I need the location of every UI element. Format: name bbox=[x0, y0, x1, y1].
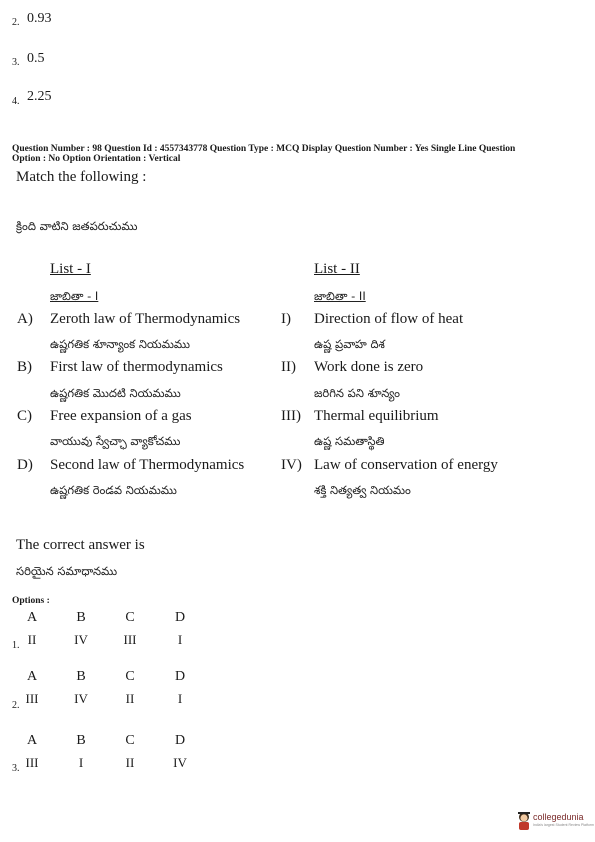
option-header-b: B bbox=[76, 610, 86, 625]
list2-item-telugu: ఉష్ణ సమతాస్థితి bbox=[314, 434, 385, 448]
prev-option-3-number: 3. bbox=[12, 57, 20, 68]
answer-prompt: The correct answer is bbox=[16, 537, 145, 553]
answer-prompt-telugu: సరియైన సమాధానము bbox=[16, 564, 118, 578]
option-value-c: III bbox=[123, 632, 137, 647]
list2-item-text: Work done is zero bbox=[314, 359, 424, 375]
option-value-c: II bbox=[125, 755, 135, 770]
prev-option-2-number: 2. bbox=[12, 17, 20, 28]
question-meta-line2: Option : No Option Orientation : Vertical bbox=[12, 154, 181, 164]
option-value-a: III bbox=[25, 691, 39, 706]
collegedunia-logo bbox=[516, 810, 532, 837]
list1-item-text: First law of thermodynamics bbox=[50, 359, 223, 375]
prev-option-3-value: 0.5 bbox=[27, 51, 45, 66]
list1-header: List - I bbox=[50, 261, 91, 277]
option-header-c: C bbox=[125, 669, 135, 684]
list1-item-label: C) bbox=[17, 408, 32, 424]
option-header-d: D bbox=[174, 733, 186, 748]
option-number: 1. bbox=[12, 640, 20, 651]
option-value-d: IV bbox=[173, 755, 187, 770]
option-number: 2. bbox=[12, 700, 20, 711]
option-value-c: II bbox=[125, 691, 135, 706]
option-value-d: I bbox=[177, 632, 183, 647]
option-header-c: C bbox=[125, 610, 135, 625]
list2-header: List - II bbox=[314, 261, 360, 277]
option-header-a: A bbox=[26, 669, 38, 684]
watermark-text: collegedunia bbox=[533, 812, 584, 822]
list2-item-telugu: శక్తి నిత్యత్వ నియమం bbox=[314, 483, 411, 497]
list2-item-text: Direction of flow of heat bbox=[314, 311, 464, 327]
list1-item-telugu: వాయువు స్వేచ్ఛా వ్యాకోచము bbox=[50, 434, 181, 448]
prev-option-2-value: 0.93 bbox=[27, 11, 52, 26]
option-header-a: A bbox=[26, 610, 38, 625]
list1-item-text: Free expansion of a gas bbox=[50, 408, 192, 424]
option-header-d: D bbox=[174, 610, 186, 625]
list2-item-label: IV) bbox=[281, 457, 302, 473]
list2-item-text: Thermal equilibrium bbox=[314, 408, 439, 424]
option-number: 3. bbox=[12, 763, 20, 774]
list2-item-label: II) bbox=[281, 359, 296, 375]
list1-item-telugu: ఉష్ణగతిక రెండవ నియమము bbox=[50, 483, 177, 497]
list2-item-telugu: జరిగిన పని శూన్యం bbox=[314, 386, 401, 400]
option-header-b: B bbox=[76, 733, 86, 748]
list1-item-label: D) bbox=[17, 457, 33, 473]
option-header-c: C bbox=[125, 733, 135, 748]
question-instruction: Match the following : bbox=[16, 169, 147, 185]
question-instruction-telugu: క్రింది వాటిని జతపరుచుము bbox=[16, 219, 138, 233]
question-meta-line1: Question Number : 98 Question Id : 4557343778 Question Type : MCQ Display Question Number : Yes Single Line Question bbox=[12, 144, 516, 154]
mascot-icon bbox=[516, 810, 532, 832]
list2-item-text: Law of conservation of energy bbox=[314, 457, 498, 473]
option-value-b: IV bbox=[74, 632, 88, 647]
list1-item-label: B) bbox=[17, 359, 32, 375]
list1-item-telugu: ఉష్ణగతిక శూన్యాంక నియమము bbox=[50, 337, 191, 351]
option-value-a: III bbox=[25, 755, 39, 770]
option-header-b: B bbox=[76, 669, 86, 684]
list2-item-label: III) bbox=[281, 408, 301, 424]
list2-item-telugu: ఉష్ణ ప్రవాహ దిశ bbox=[314, 337, 385, 351]
option-header-a: A bbox=[26, 733, 38, 748]
option-value-b: IV bbox=[74, 691, 88, 706]
option-header-d: D bbox=[174, 669, 186, 684]
option-value-a: II bbox=[27, 632, 37, 647]
options-label: Options : bbox=[12, 596, 50, 606]
option-value-b: I bbox=[78, 755, 84, 770]
list1-item-telugu: ఉష్ణగతిక మొదటి నియమము bbox=[50, 386, 181, 400]
list1-item-text: Second law of Thermodynamics bbox=[50, 457, 245, 473]
list1-item-text: Zeroth law of Thermodynamics bbox=[50, 311, 241, 327]
prev-option-4-number: 4. bbox=[12, 96, 20, 107]
list1-header-telugu: జాబితా - I bbox=[50, 289, 99, 303]
watermark-subtext: India's largest Student Review Platform bbox=[533, 823, 594, 827]
list1-item-label: A) bbox=[17, 311, 33, 327]
list2-header-telugu: జాబితా - II bbox=[314, 289, 366, 303]
option-value-d: I bbox=[177, 691, 183, 706]
list2-item-label: I) bbox=[281, 311, 291, 327]
prev-option-4-value: 2.25 bbox=[27, 89, 52, 104]
